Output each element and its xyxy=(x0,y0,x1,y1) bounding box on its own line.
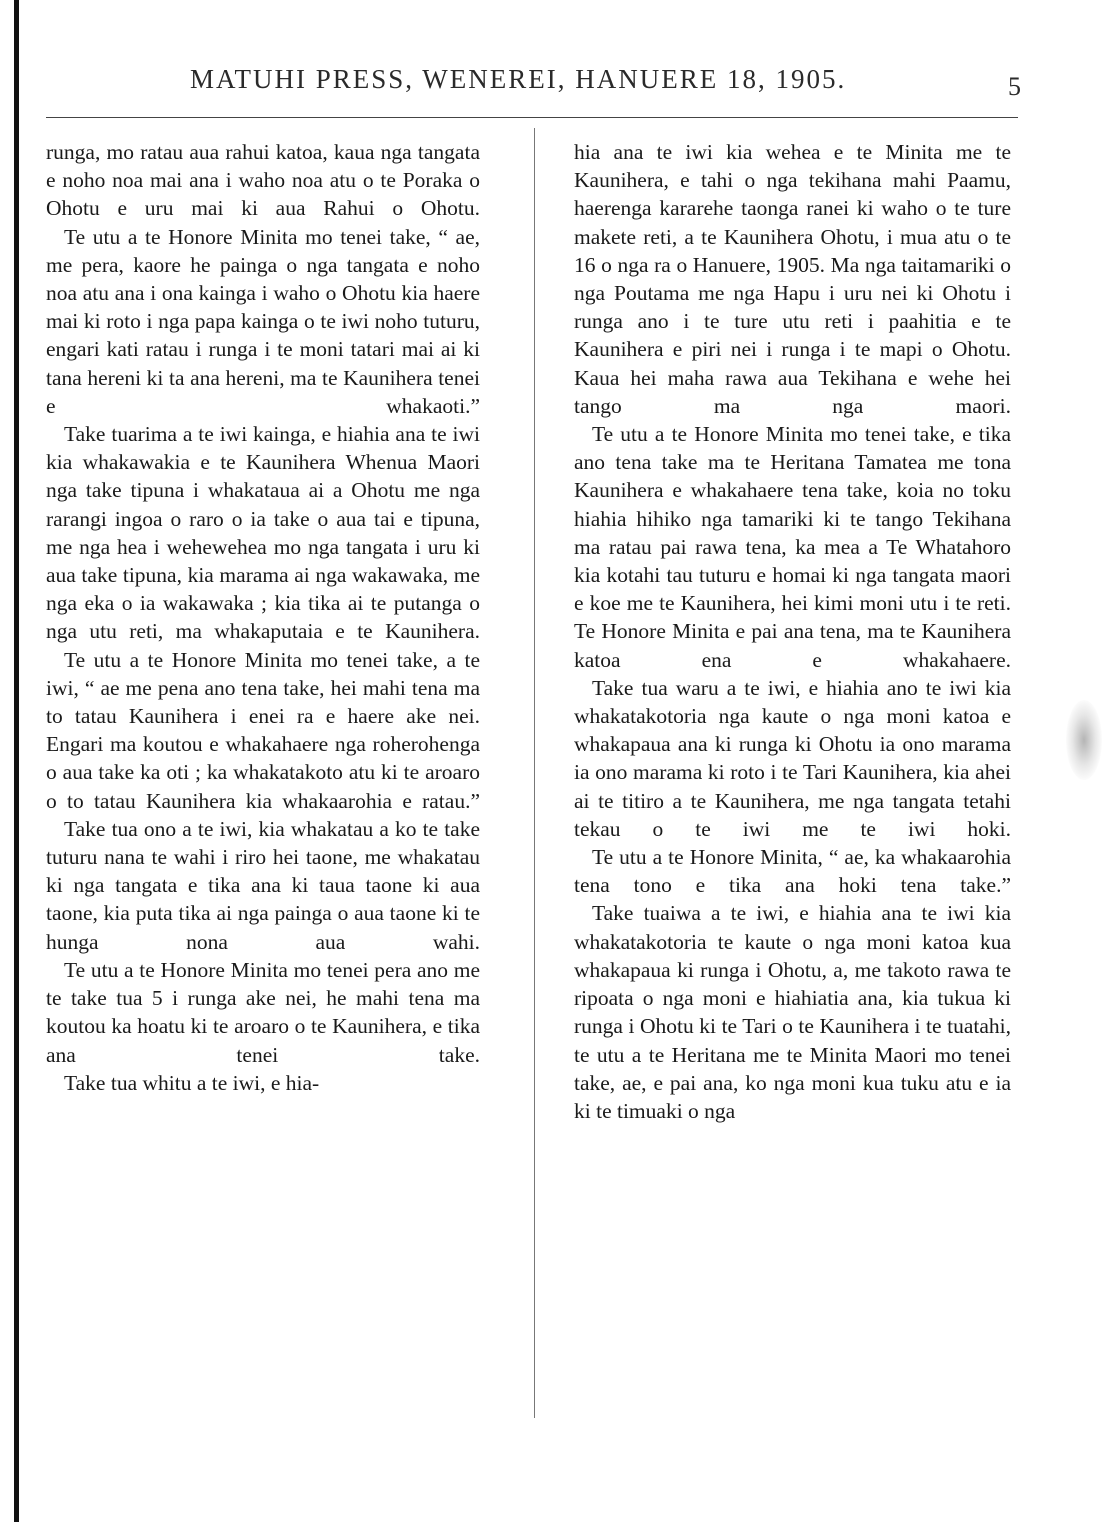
paragraph: Te utu a te Honore Minita mo tenei take, a te iwi, “ ae me pena ano tena take, hei mahi tena ma to tatau Kaunihera i enei ra e haere ake nei. Engari ma koutou e whakahaere nga roherohenga o aua take ka oti ; ka whakatakoto atu ki te aroaro o to tatau Kaunihera kia whakaarohia e ratau.” xyxy=(46,647,480,813)
left-column xyxy=(46,138,480,1097)
paragraph: Take tua ono a te iwi, kia whakatau a ko te take tuturu nana te wahi i riro hei taone, me whakatau ki nga tangata e tika ana ki taua taone ki aua taone, kia puta tika ai nga painga o aua taone ki te hunga nona aua wahi. xyxy=(46,816,480,954)
paragraph: Take tua whitu a te iwi, e hia- xyxy=(64,1070,320,1095)
paragraph: Take tua waru a te iwi, e hiahia ano te iwi kia whakatakotoria nga kaute o nga moni katoa e whakapaua ana ki runga ki Ohotu ia ono marama ia ono marama ki roto i te Tari Kaunihera, kia ahei ai te titiro a te Kaunihera, me nga tangata tetahi tekau o te iwi me te iwi hoki. xyxy=(574,675,1011,841)
paragraph: Te utu a te Honore Minita, “ ae, ka whakaarohia tena tono e tika ana hoki tena take.” xyxy=(574,845,1011,898)
paragraph: Te utu a te Honore Minita mo tenei take, “ ae, me pera, kaore he painga o nga tangata e noho noa atu ana i ona kainga i waho o Ohotu kia haere mai ki roto i nga papa kainga o te iwi noho tuturu, engari kati ratau i runga i te moni tatari mai ai ki tana hereni ki ta ana hereni, ma te Kaunihera tenei e whakaoti.” xyxy=(46,224,480,418)
paragraph: runga, mo ratau aua rahui katoa, kaua nga tangata e noho noa mai ana i waho noa atu o te Poraka o Ohotu e uru mai ki aua Rahui o Ohotu. xyxy=(46,140,480,221)
ink-smudge xyxy=(1066,700,1102,780)
paragraph: hia ana te iwi kia wehea e te Minita me te Kaunihera, e tahi o nga tekihana mahi Paamu, haerenga kararehe taonga ranei ki waho o te ture makete reti, a te Kaunihera Ohotu, i mua atu o te 16 o nga ra o Hanuere, 1905. Ma nga taitamariki o nga Poutama me nga Hapu i uru nei ki Ohotu i runga ano i te ture utu reti i paahitia e te Kaunihera e piri nei i runga i te mapi o Ohotu. Kaua hei maha rawa aua Tekihana e wehe hei tango ma nga maori. xyxy=(574,140,1011,418)
column-divider xyxy=(534,128,535,1418)
paragraph: Take tuaiwa a te iwi, e hiahia ana te iwi kia whakatakotoria te kaute o nga moni katoa kua whakapaua ki runga i Ohotu, a, me takoto rawa te ripoata o nga moni e hiahiatia ana, kia tukua ki runga i Ohotu ki te Tari o te Kaunihera i te tuatahi, te utu a te Heritana me te Minita Maori mo tenei take, ae, e pai ana, ko nga moni kua tuku atu e ia ki te timuaki o nga xyxy=(574,901,1011,1123)
page-header-title: MATUHI PRESS, WENEREI, HANUERE 18, 1905. xyxy=(190,64,847,94)
page-number: 5 xyxy=(1008,72,1021,101)
binding-edge xyxy=(14,0,19,1522)
paragraph: Te utu a te Honore Minita mo tenei pera ano me te take tua 5 i runga ake nei, he mahi tena ma koutou ka hoatu ki te aroaro o te Kaunihera, e tika ana tenei take. xyxy=(46,957,480,1067)
right-column xyxy=(574,138,1011,1125)
paragraph: Te utu a te Honore Minita mo tenei take, e tika ano tena take ma te Heritana Tamatea me tona Kaunihera e whakahaere tena take, koia no toku hiahia hihiko nga tamariki ki te tango Tekihana ma ratau pai rawa tena, ka mea a Te Whatahoro kia kotahi tau tuturu e homai ki nga tangata maori e koe me te Kaunihera, hei kimi moni utu i te reti. Te Honore Minita e pai ana tena, ma te Kaunihera katoa ena e whakahaere. xyxy=(574,422,1011,672)
header-rule xyxy=(46,117,1018,118)
paragraph: Take tuarima a te iwi kainga, e hiahia ana te iwi kia whakawakia e te Kaunihera Whenua Maori nga take tipuna i whakataua ai a Ohotu me nga rarangi ingoa o raro o ia take o aua tai e tipuna, me nga hea i wehewehea mo nga tangata i uru ki aua take tipuna, kia marama ai nga wakawaka, me nga eka o ia wakawaka ; kia tika ai te putanga o nga utu reti, ma whakaputaia e te Kaunihera. xyxy=(46,422,480,644)
